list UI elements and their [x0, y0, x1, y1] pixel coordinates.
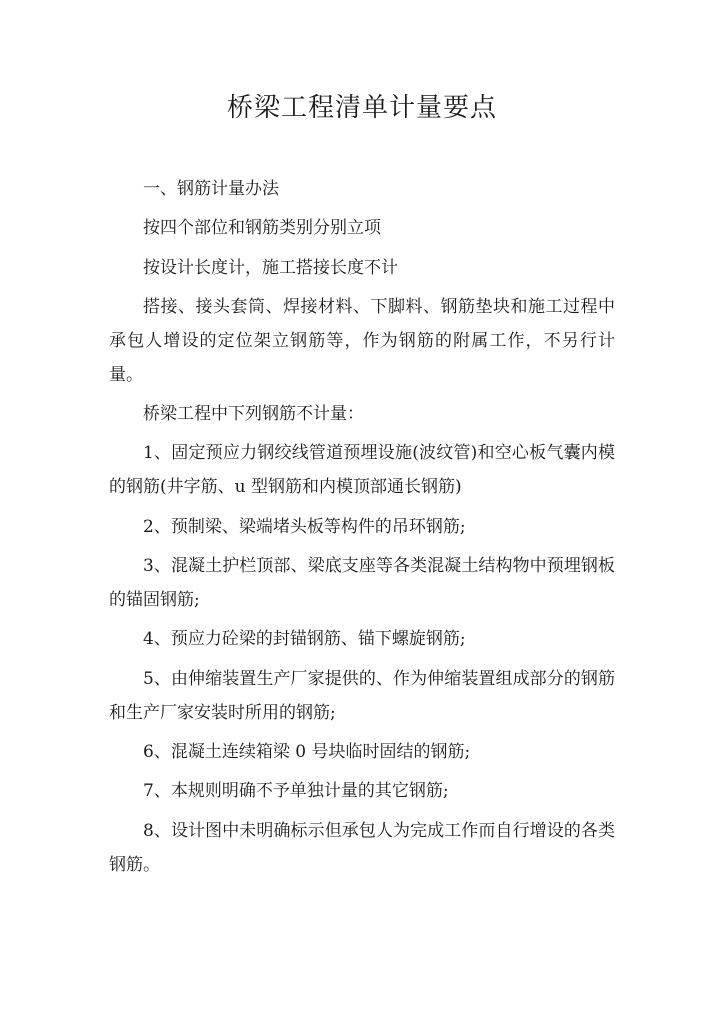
list-item: 3、混凝土护栏顶部、梁底支座等各类混凝土结构物中预埋钢板的锚固钢筋; [109, 556, 615, 611]
paragraph: 桥梁工程中下列钢筋不计量： [143, 404, 364, 425]
list-item: 8、设计图中未明确标示但承包人为完成工作而自行增设的各类钢筋。 [109, 820, 615, 875]
list-item: 2、预制梁、梁端堵头板等构件的吊环钢筋; [143, 516, 466, 537]
document-title: 桥梁工程清单计量要点 [226, 93, 497, 123]
section-heading: 一、钢筋计量办法 [143, 179, 279, 199]
list-item: 5、由伸缩装置生产厂家提供的、作为伸缩装置组成部分的钢筋和生产厂家安装时所用的钢筋; [109, 668, 615, 723]
list-item: 7、本规则明确不予单独计量的其它钢筋; [143, 781, 449, 802]
list-item: 4、预应力砼梁的封锚钢筋、锚下螺旋钢筋; [143, 629, 466, 650]
document-body [109, 172, 615, 882]
paragraph: 按四个部位和钢筋类别分别立项 [143, 218, 381, 239]
list-item: 6、混凝土连续箱梁 0 号块临时固结的钢筋; [143, 741, 471, 762]
list-item: 1、固定预应力钢绞线管道预埋设施(波纹管)和空心板气囊内模的钢筋(井字筋、u 型钢筋和内模顶部通长钢筋) [109, 443, 615, 498]
paragraph: 搭接、接头套筒、焊接材料、下脚料、钢筋垫块和施工过程中承包人增设的定位架立钢筋等，作为钢筋的附属工作，不另行计量。 [109, 296, 615, 385]
paragraph: 按设计长度计，施工搭接长度不计 [143, 257, 398, 278]
